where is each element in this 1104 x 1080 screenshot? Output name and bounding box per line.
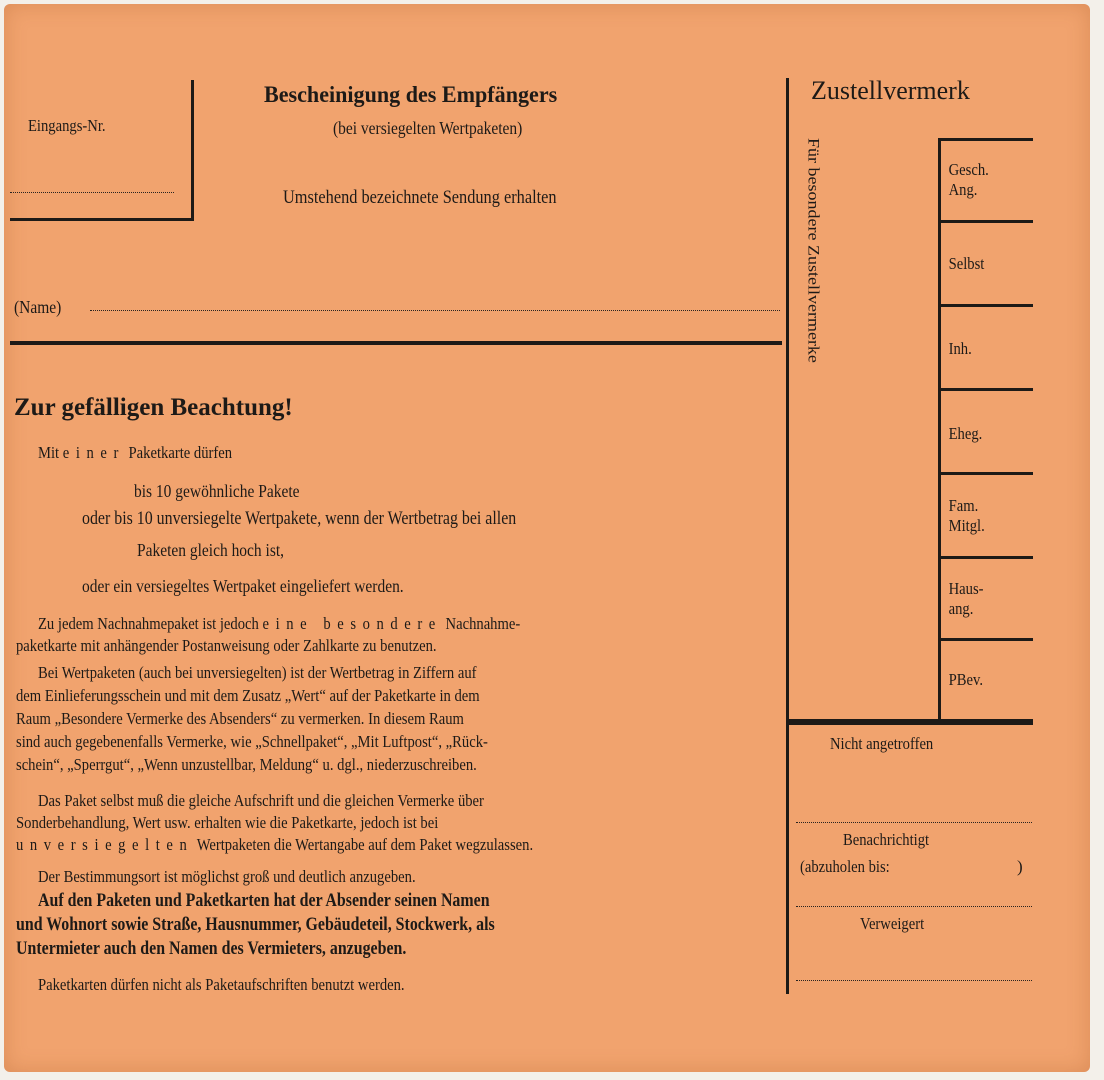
cell-rule-6 — [938, 638, 1033, 641]
pickup-until-label: (abzuholen bis: — [800, 857, 890, 876]
notice-intro-b: Paketkarte dürfen — [128, 443, 233, 462]
destination-paragraph: Der Bestimmungsort ist möglichst groß und deutlich anzugeben. — [38, 867, 416, 886]
cell-rule-0 — [938, 138, 1033, 141]
notice-heading: Zur gefälligen Beachtung! — [14, 394, 293, 421]
cell-rule-4 — [938, 472, 1033, 475]
certificate-title: Bescheinigung des Empfängers — [264, 82, 558, 107]
notice-line-4: oder ein versiegeltes Wertpaket eingeliefert werden. — [82, 576, 404, 596]
cell-gesch-ang-line2: Ang. — [948, 180, 978, 199]
delivery-dotted-3 — [796, 980, 1032, 981]
cell-inh-line1: Inh. — [948, 339, 972, 358]
delivery-title: Zustellvermerk — [811, 76, 970, 105]
cell-haus-ang-line2: ang. — [948, 599, 974, 618]
cell-selbst-line1: Selbst — [948, 254, 985, 273]
notice-intro-emphasis: einer — [62, 443, 125, 462]
cod-paragraph-line-1 — [38, 613, 520, 636]
notice-line-2: oder bis 10 unversiegelte Wertpakete, wenn der Wertbetrag bei allen — [82, 509, 517, 529]
delivery-vertical-label: Für besondere Zustellvermerke — [804, 138, 823, 363]
package-line-emphasis: unversiegelten — [16, 835, 194, 854]
cell-fam-mitgl — [940, 496, 1019, 536]
cod-line-b: Nachnahme- — [445, 614, 521, 633]
cell-pbev — [940, 670, 1019, 690]
cell-gesch-ang-line1: Gesch. — [948, 160, 989, 179]
cell-haus-ang-line1: Haus- — [948, 579, 984, 598]
received-text: Umstehend bezeichnete Sendung erhalten — [283, 187, 557, 208]
not-found-label: Nicht angetroffen — [830, 734, 934, 753]
delivery-column-border — [786, 78, 789, 994]
notified-label: Benachrichtigt — [843, 830, 930, 849]
eingang-box-bottom-border — [10, 218, 194, 221]
notice-line-3: Paketen gleich hoch ist, — [137, 540, 285, 560]
cell-rule-5 — [938, 556, 1033, 559]
cell-fam-mitgl-line2: Mitgl. — [948, 516, 985, 535]
cell-inh — [940, 339, 1019, 359]
cod-paragraph-line-2: paketkarte mit anhängender Postanweisung oder Zahlkarte zu benutzen. — [16, 636, 437, 655]
notice-intro — [38, 442, 232, 465]
cod-line-emphasis: eine besondere — [262, 614, 442, 633]
cell-pbev-line1: PBev. — [948, 670, 983, 689]
refused-label: Verweigert — [860, 914, 925, 933]
value-paragraph-line-3: Raum „Besondere Vermerke des Absenders“ zu vermerken. In diesem Raum — [16, 709, 464, 728]
certificate-bottom-rule — [10, 341, 782, 345]
certificate-subtitle: (bei versiegelten Wertpaketen) — [333, 118, 523, 138]
package-paragraph-line-3 — [16, 834, 533, 857]
sender-paragraph-line-1: Auf den Paketen und Paketkarten hat der Absender seinen Namen — [38, 891, 490, 911]
cell-selbst — [940, 254, 1019, 274]
value-paragraph-line-5: schein“, „Sperrgut“, „Wenn unzustellbar, Meldung“ u. dgl., niederzuschreiben. — [16, 755, 477, 774]
cod-line-a: Zu jedem Nachnahmepaket ist jedoch — [38, 614, 259, 633]
eingang-number-line — [10, 192, 174, 193]
package-line-b: Wertpaketen die Wertangabe auf dem Paket wegzulassen. — [196, 835, 534, 854]
value-paragraph-line-1: Bei Wertpaketen (auch bei unversiegelten) ist der Wertbetrag in Ziffern auf — [38, 663, 477, 682]
package-paragraph-line-1: Das Paket selbst muß die gleiche Aufschrift und die gleichen Vermerke über — [38, 791, 484, 810]
cell-rule-1 — [938, 220, 1033, 223]
final-paragraph: Paketkarten dürfen nicht als Paketaufschriften benutzt werden. — [38, 975, 405, 994]
pickup-until-close: ) — [1017, 857, 1023, 876]
delivery-dotted-1 — [796, 822, 1032, 823]
eingang-box-right-border — [191, 80, 194, 221]
value-paragraph-line-4: sind auch gegebenenfalls Vermerke, wie „Schnellpaket“, „Mit Luftpost“, „Rück- — [16, 732, 488, 751]
cell-gesch-ang — [940, 160, 1019, 200]
eingang-label: Eingangs-Nr. — [28, 116, 106, 135]
notice-intro-a: Mit — [38, 443, 60, 462]
cell-rule-3 — [938, 388, 1033, 391]
cell-fam-mitgl-line1: Fam. — [948, 496, 979, 515]
name-label: (Name) — [14, 297, 62, 317]
sender-paragraph-line-3: Untermieter auch den Namen des Vermieters, anzugeben. — [16, 939, 407, 959]
delivery-cells-bottom-rule — [789, 719, 1033, 725]
delivery-dotted-2 — [796, 906, 1032, 907]
name-signature-line — [90, 310, 780, 311]
cell-eheg-line1: Eheg. — [948, 424, 983, 443]
cell-haus-ang — [940, 579, 1019, 619]
package-paragraph-line-2: Sonderbehandlung, Wert usw. erhalten wie die Paketkarte, jedoch ist bei — [16, 813, 439, 832]
cell-rule-2 — [938, 304, 1033, 307]
sender-paragraph-line-2: und Wohnort sowie Straße, Hausnummer, Gebäudeteil, Stockwerk, als — [16, 915, 495, 935]
notice-line-1: bis 10 gewöhnliche Pakete — [134, 481, 300, 501]
cell-eheg — [940, 424, 1019, 444]
value-paragraph-line-2: dem Einlieferungsschein und mit dem Zusatz „Wert“ auf der Paketkarte in dem — [16, 686, 480, 705]
